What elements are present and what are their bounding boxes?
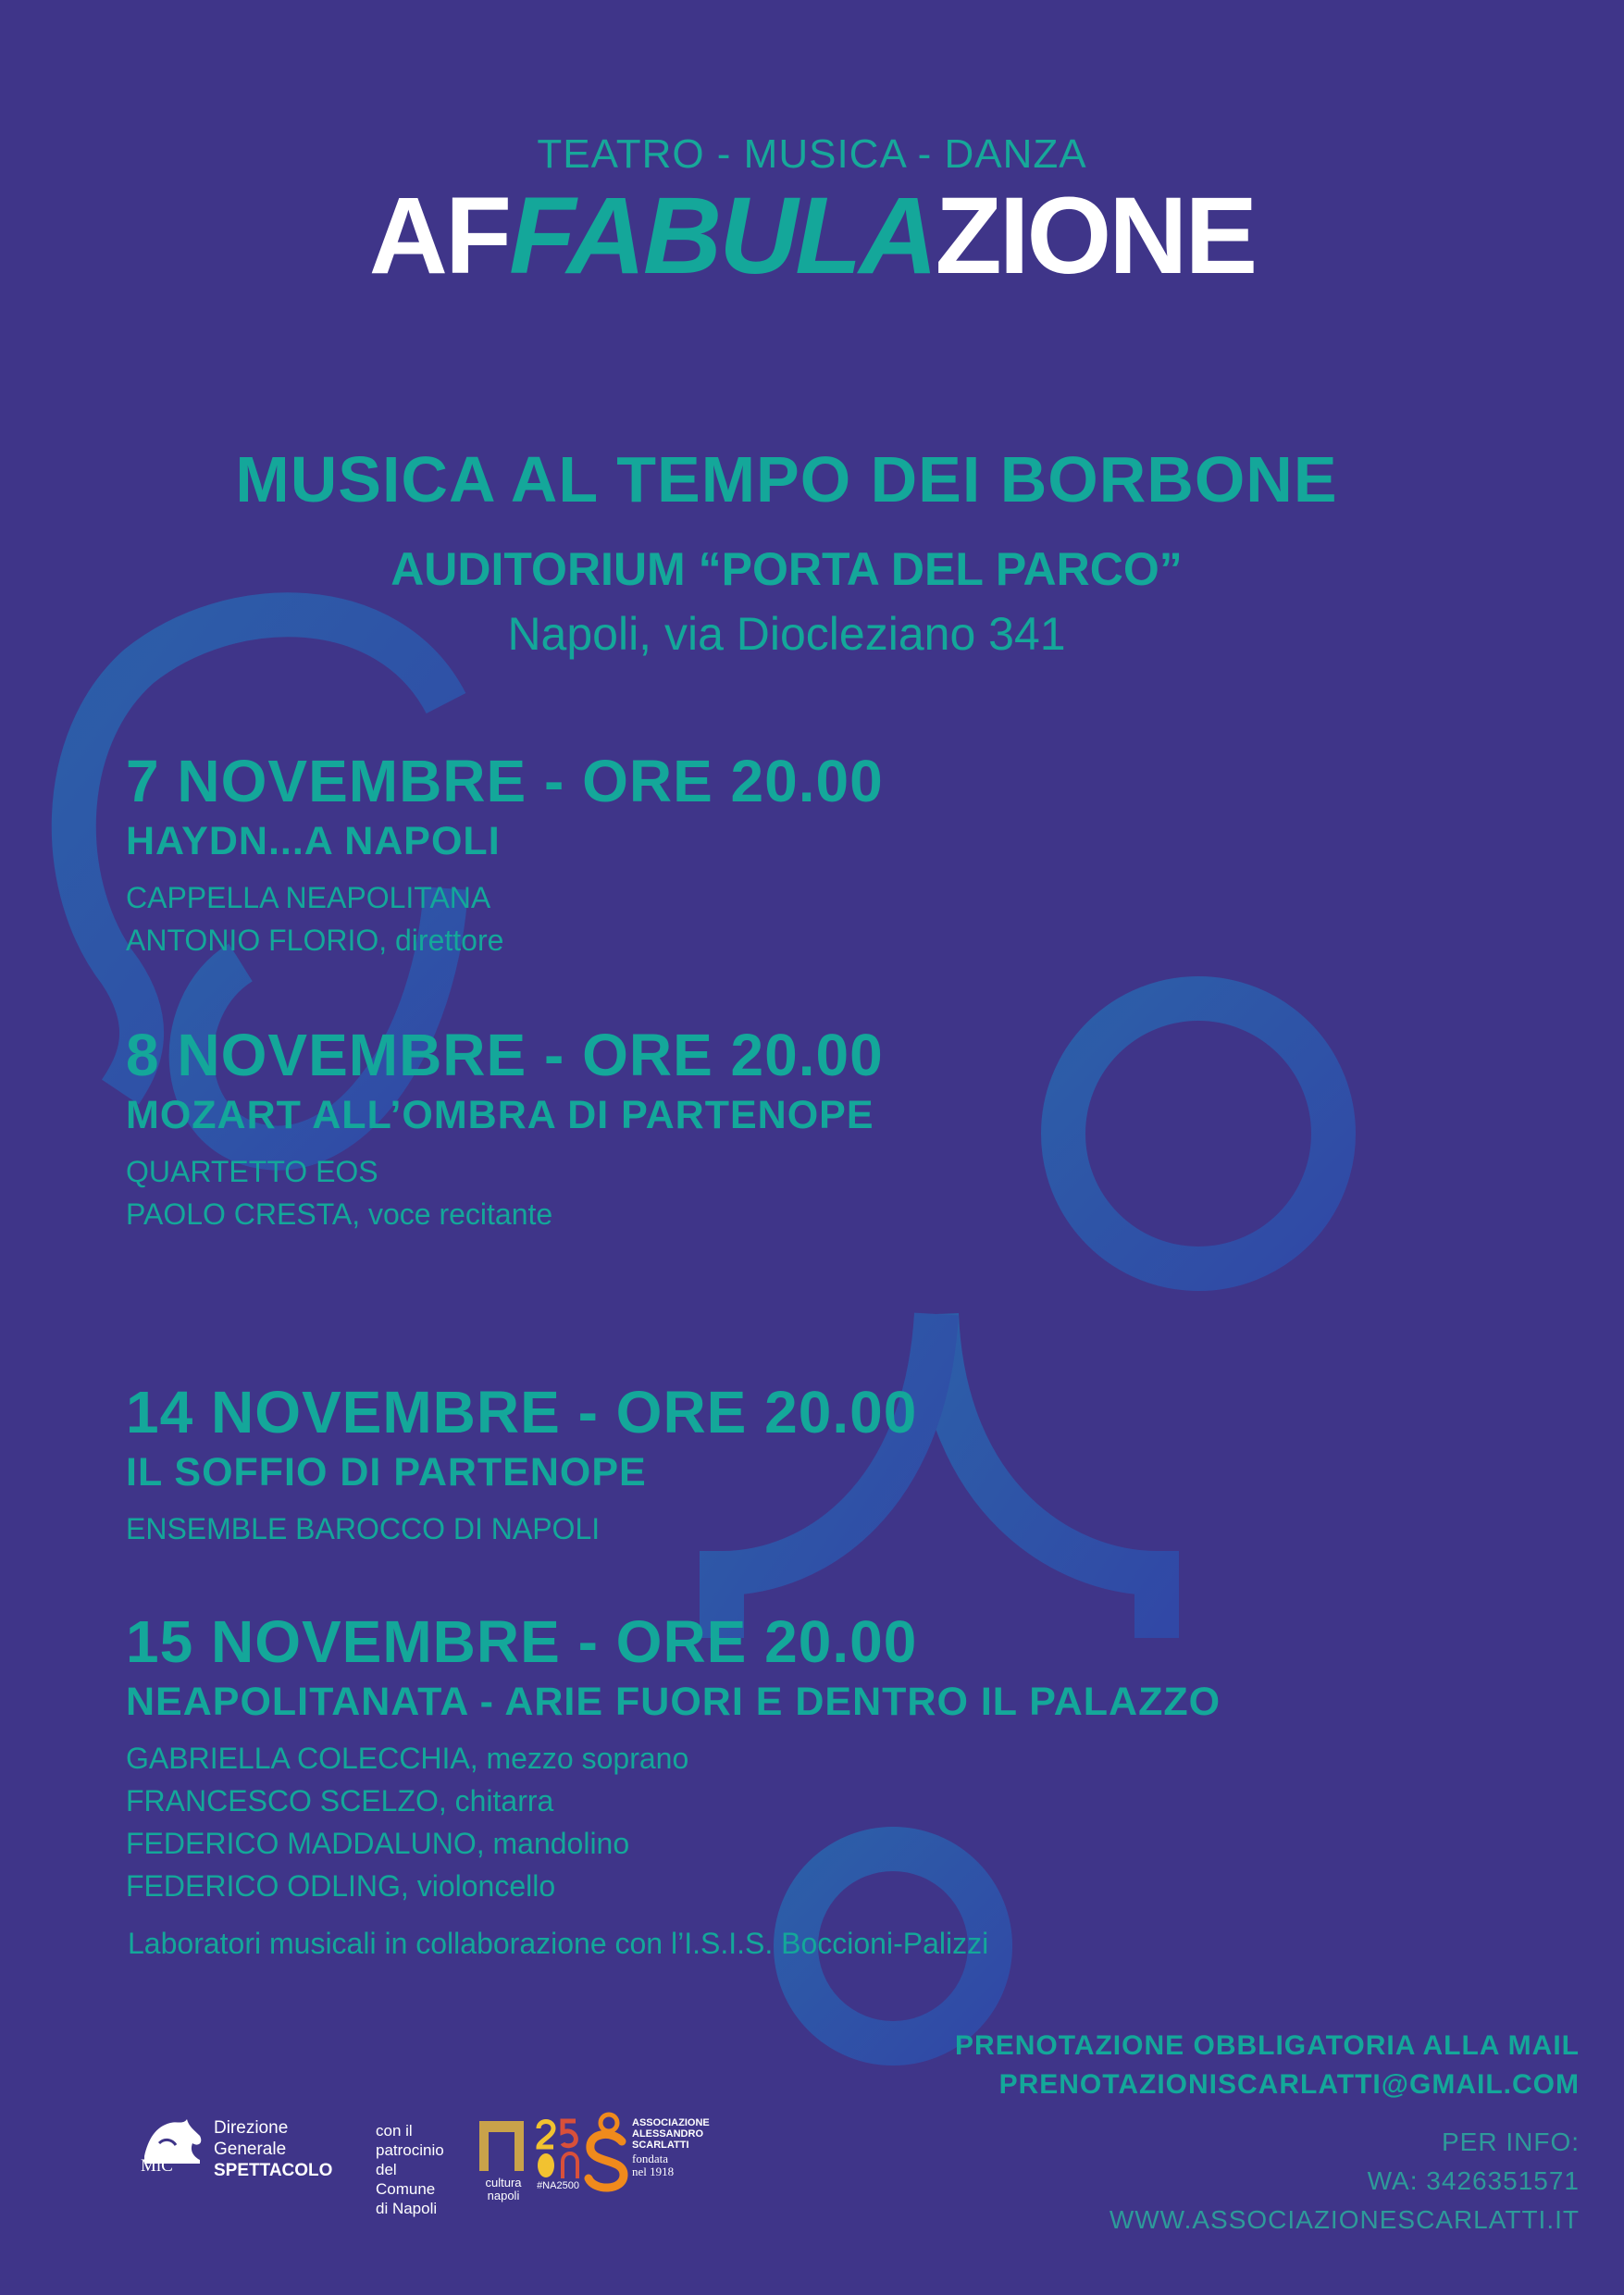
- performer: PAOLO CRESTA, voce recitante: [126, 1197, 553, 1232]
- scarlatti-founded: fondata nel 1918: [632, 2152, 675, 2178]
- mic-label: Direzione Generale SPETTACOLO: [214, 2118, 333, 2180]
- logo-part-af: AF: [368, 175, 510, 297]
- patrocinio-comune-napoli: con il patrocinio del Comune di Napoli: [376, 2122, 444, 2217]
- event-date: 15 NOVEMBRE - ORE 20.00: [126, 1608, 918, 1675]
- performer: ANTONIO FLORIO, direttore: [126, 924, 504, 958]
- event-item: [126, 748, 1569, 961]
- page-title: MUSICA AL TEMPO DEI BORBONE: [235, 443, 1338, 515]
- affabulazione-logo: [0, 175, 1624, 297]
- performer: CAPPELLA NEAPOLITANA: [126, 881, 491, 915]
- performer: ENSEMBLE BAROCCO DI NAPOLI: [126, 1512, 601, 1546]
- tagline: TEATRO - MUSICA - DANZA: [537, 131, 1087, 177]
- mic-mark: MiC: [141, 2156, 173, 2176]
- performer: QUARTETTO EOS: [126, 1155, 378, 1189]
- event-date: 14 NOVEMBRE - ORE 20.00: [126, 1379, 918, 1445]
- booking-info: [955, 2027, 1580, 2104]
- cultura-napoli-logo-icon: [476, 2117, 527, 2173]
- website-link[interactable]: WWW.ASSOCIAZIONESCARLATTI.IT: [1109, 2205, 1580, 2234]
- event-date: 8 NOVEMBRE - ORE 20.00: [126, 1022, 884, 1088]
- logo-part-fabula: FABULA: [509, 175, 936, 297]
- event-title: MOZART ALL’OMBRA DI PARTENOPE: [126, 1092, 874, 1137]
- event-item: [126, 1608, 1569, 1907]
- napoli-2500-tag: #NA2500: [537, 2180, 579, 2191]
- event-performers: [126, 1737, 1569, 1907]
- event-title: NEAPOLITANATA - ARIE FUORI E DENTRO IL PALAZZO: [126, 1679, 1221, 1724]
- event-performers: [126, 876, 1569, 961]
- scarlatti-name: ASSOCIAZIONE ALESSANDRO SCARLATTI: [632, 2117, 710, 2151]
- logo-part-zione: ZIONE: [935, 175, 1256, 297]
- booking-label: PRENOTAZIONE OBBLIGATORIA ALLA MAIL: [955, 2030, 1580, 2061]
- event-item: [126, 1379, 1569, 1550]
- event-title: HAYDN...A NAPOLI: [126, 818, 501, 863]
- contact-info: [1110, 2123, 1580, 2239]
- event-title: IL SOFFIO DI PARTENOPE: [126, 1449, 647, 1495]
- whatsapp-number[interactable]: WA: 3426351571: [1367, 2166, 1580, 2195]
- event-performers: [126, 1507, 1569, 1550]
- event-date: 7 NOVEMBRE - ORE 20.00: [126, 748, 884, 814]
- cultura-napoli-label: cultura napoli: [485, 2176, 522, 2202]
- info-label: PER INFO:: [1441, 2128, 1580, 2156]
- event-item: [126, 1022, 1569, 1235]
- performer: GABRIELLA COLECCHIA, mezzo soprano: [126, 1742, 689, 1776]
- scarlatti-logo-icon: [581, 2110, 635, 2193]
- performer: FEDERICO ODLING, violoncello: [126, 1869, 556, 1904]
- performer: FRANCESCO SCELZO, chitarra: [126, 1784, 554, 1818]
- booking-email[interactable]: PRENOTAZIONISCARLATTI@GMAIL.COM: [998, 2069, 1580, 2100]
- event-performers: [126, 1150, 1569, 1235]
- venue: AUDITORIUM “PORTA DEL PARCO”: [391, 543, 1183, 595]
- performer: FEDERICO MADDALUNO, mandolino: [126, 1827, 630, 1861]
- napoli-2500-logo-icon: [535, 2115, 583, 2180]
- laboratori-note: Laboratori musicali in collaborazione con l’I.S.I.S. Boccioni-Palizzi: [128, 1927, 989, 1960]
- address: Napoli, via Diocleziano 341: [507, 608, 1066, 660]
